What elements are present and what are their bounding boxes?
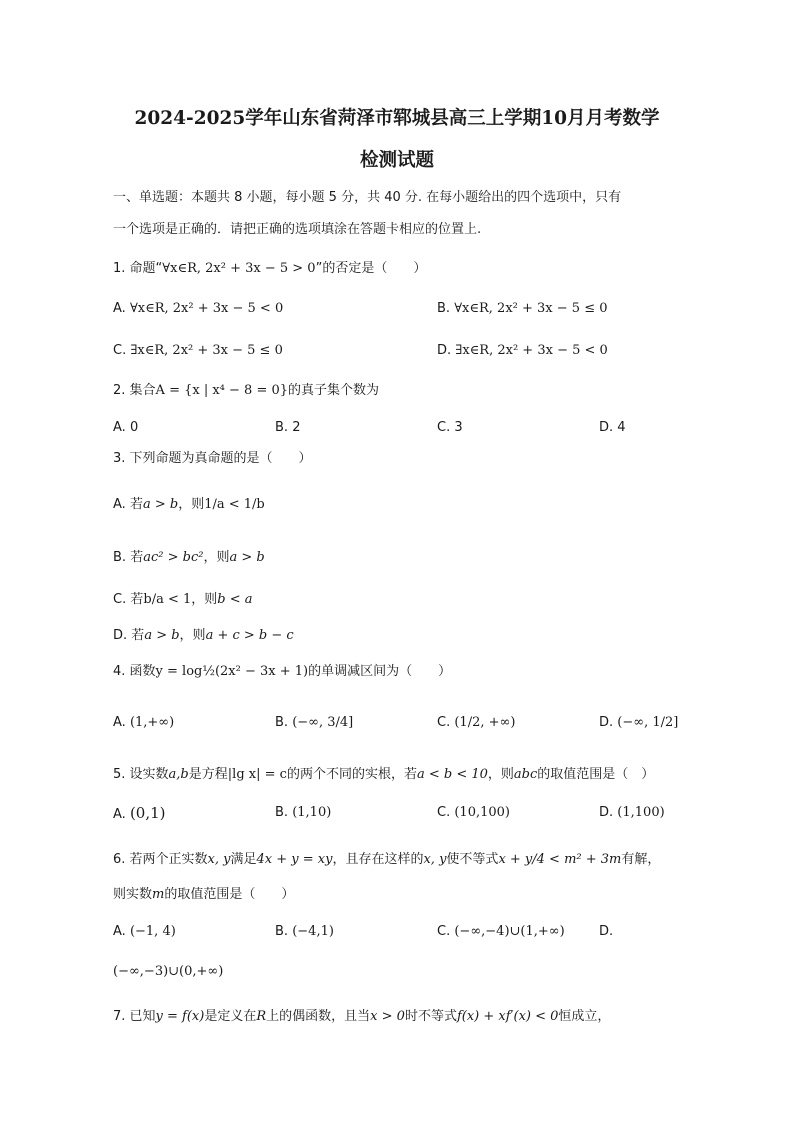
q1-stem-after: ”的否定是（ ） — [315, 261, 427, 276]
q3-option-b-result: a > b — [229, 550, 265, 565]
q3-option-b-pre: 若 — [130, 550, 144, 565]
q3-option-c[interactable] — [113, 591, 253, 609]
q6-option-a-text: (−1, 4) — [129, 924, 176, 939]
q3-option-c-cond: b/a < 1 — [143, 592, 192, 607]
q6-vars: x, y — [207, 852, 231, 867]
q5-option-a-label: A. — [113, 807, 126, 822]
q5-option-d[interactable] — [599, 804, 665, 822]
q3-option-a-result: 1/a < 1/b — [204, 497, 265, 512]
q5-option-b-text: (1,10) — [292, 805, 332, 820]
q6-option-a[interactable] — [113, 923, 176, 941]
q3-option-a-mid: ，则 — [178, 497, 205, 512]
q3-option-a-cond: a > b — [142, 497, 179, 512]
q7-stem — [113, 1008, 610, 1026]
title-line-1: 2024-2025学年山东省菏泽市郓城县高三上学期10月月考数学 — [134, 108, 660, 129]
q5-eq: |lg x| = c — [227, 767, 287, 782]
q6-vars2: x, y — [423, 852, 447, 867]
q7-stem-mid3: 时不等式 — [404, 1009, 457, 1024]
title-line-2: 检测试题 — [359, 150, 434, 171]
q2-option-b-text: 2 — [292, 420, 301, 435]
q2-option-d[interactable] — [599, 419, 626, 437]
q4-option-b-text: (−∞, 3/4] — [292, 715, 354, 730]
q1-option-a[interactable] — [113, 300, 283, 318]
q3-option-d-label: D. — [113, 628, 128, 643]
q4-stem-after: 的单调减区间为（ ） — [308, 664, 452, 679]
q6-stem-after: 有解， — [621, 852, 661, 867]
q6-stem-mid2: ，且存在这样的 — [332, 852, 424, 867]
q6-option-c-label: C. — [437, 924, 451, 939]
q4-option-c-label: C. — [437, 715, 451, 730]
q1-option-d[interactable] — [437, 342, 608, 360]
q1-option-b-label: B. — [437, 301, 451, 316]
q4-option-d-label: D. — [599, 715, 614, 730]
q1-expr: ∀x∈R, 2x² + 3x − 5 > 0 — [162, 261, 316, 276]
q2-option-a-text: 0 — [129, 420, 139, 435]
q6-option-c[interactable] — [437, 923, 565, 941]
q6-option-a-label: A. — [113, 924, 126, 939]
q6-stem-mid3: 使不等式 — [446, 852, 499, 867]
q4-expr: y = log½(2x² − 3x + 1) — [155, 664, 309, 679]
q3-option-b[interactable] — [113, 549, 265, 567]
q1-option-a-label: A. — [113, 301, 126, 316]
q6-option-d-label-row[interactable] — [599, 923, 613, 941]
q3-option-b-label: B. — [113, 550, 127, 565]
q6-ineq: x + y/4 < m² + 3m — [498, 852, 622, 867]
q1-stem — [113, 260, 426, 278]
q6-option-c-text: (−∞,−4)∪(1,+∞) — [454, 924, 565, 939]
q4-option-a-label: A. — [113, 715, 126, 730]
q5-option-d-text: (1,100) — [617, 805, 665, 820]
q7-stem-mid2: 上的偶函数，且当 — [266, 1009, 371, 1024]
q3-stem: 3. 下列命题为真命题的是（ ） — [113, 451, 312, 466]
q7-stem-mid1: 是定义在 — [204, 1009, 257, 1024]
q6-option-d-label: D. — [599, 924, 614, 939]
q2-option-c-label: C. — [437, 420, 451, 435]
q2-option-a[interactable] — [113, 419, 138, 437]
q1-option-c-label: C. — [113, 343, 127, 358]
q7-ineq: f(x) + xf′(x) < 0 — [456, 1009, 559, 1024]
q6-line2-after: 的取值范围是（ ） — [164, 887, 295, 902]
q6-stem — [113, 851, 660, 869]
q4-option-a[interactable] — [113, 714, 174, 732]
q3-option-d-result: a + c > b − c — [205, 628, 294, 643]
q6-var-m: m — [152, 887, 165, 902]
q2-stem-after: 的真子集个数为 — [288, 383, 380, 398]
q5-stem-mid1: 是方程 — [188, 767, 228, 782]
q3-option-c-result: b < a — [217, 592, 253, 607]
q4-option-c[interactable] — [437, 714, 515, 732]
q5-option-b[interactable] — [275, 804, 331, 822]
q2-option-a-label: A. — [113, 420, 126, 435]
q5-cond: a < b < 10 — [416, 767, 488, 782]
q3-option-b-cond: ac² > bc² — [143, 550, 204, 565]
q4-option-a-text: (1,+∞) — [129, 715, 175, 730]
q5-option-a-text: (0,1) — [129, 804, 166, 822]
q4-option-b-label: B. — [275, 715, 289, 730]
q2-option-b[interactable] — [275, 419, 300, 437]
q7-stem-after: 恒成立， — [558, 1009, 611, 1024]
q3-option-d-pre: 若 — [131, 628, 145, 643]
q5-vars: a,b — [168, 767, 189, 782]
section-line-1: 一、单选题：本题共 8 小题，每小题 5 分，共 40 分. 在每小题给出的四个选项中，只有 — [113, 190, 622, 205]
q7-R: R — [256, 1009, 267, 1024]
q5-stem-mid3: ，则 — [487, 767, 514, 782]
q2-stem — [113, 382, 379, 400]
q6-stem-line-2 — [113, 886, 294, 904]
q3-option-d-cond: a > b — [144, 628, 180, 643]
q6-option-d[interactable] — [113, 963, 223, 981]
q6-option-b-label: B. — [275, 924, 289, 939]
q5-stem — [113, 766, 654, 784]
q4-stem-before: 4. 函数 — [113, 664, 156, 679]
q6-line2: 则实数 — [113, 887, 153, 902]
q3-option-d[interactable] — [113, 627, 294, 645]
q5-abc: abc — [513, 767, 538, 782]
q2-option-c[interactable] — [437, 419, 463, 437]
q1-option-d-text: ∃x∈R, 2x² + 3x − 5 < 0 — [455, 343, 608, 358]
q4-option-d[interactable] — [599, 714, 678, 732]
q1-option-c[interactable] — [113, 342, 283, 360]
q4-option-d-text: (−∞, 1/2] — [617, 715, 679, 730]
q3-option-a[interactable] — [113, 496, 265, 514]
q2-option-b-label: B. — [275, 420, 289, 435]
q5-option-c[interactable] — [437, 804, 510, 822]
q4-option-b[interactable] — [275, 714, 353, 732]
section-line-2: 一个选项是正确的．请把正确的选项填涂在答题卡相应的位置上. — [113, 222, 482, 237]
q7-cond: x > 0 — [370, 1009, 405, 1024]
q6-option-b-text: (−4,1) — [292, 924, 334, 939]
q4-stem — [113, 663, 451, 681]
q4-option-c-text: (1/2, +∞) — [454, 715, 516, 730]
q5-stem-after: 的取值范围是（ ） — [537, 767, 655, 782]
q2-option-d-text: 4 — [617, 420, 626, 435]
q7-fn: y = f(x) — [155, 1009, 205, 1024]
q3-option-b-mid: ，则 — [203, 550, 230, 565]
q3-option-a-pre: 若 — [129, 497, 143, 512]
q1-stem-before: 1. 命题“ — [113, 261, 163, 276]
q5-option-b-label: B. — [275, 805, 289, 820]
q3-option-c-pre: 若 — [130, 592, 144, 607]
q5-stem-mid2: 的两个不同的实根，若 — [286, 767, 417, 782]
q2-option-d-label: D. — [599, 420, 614, 435]
q6-stem-before: 6. 若两个正实数 — [113, 852, 208, 867]
q7-stem-before: 7. 已知 — [113, 1009, 156, 1024]
q5-option-c-text: (10,100) — [454, 805, 510, 820]
q1-option-a-text: ∀x∈R, 2x² + 3x − 5 < 0 — [129, 301, 284, 316]
q3-option-c-label: C. — [113, 592, 127, 607]
q2-expr: A = {x | x⁴ − 8 = 0} — [155, 383, 289, 398]
q6-option-b[interactable] — [275, 923, 334, 941]
q5-option-d-label: D. — [599, 805, 614, 820]
q6-option-d-text: (−∞,−3)∪(0,+∞) — [113, 964, 224, 979]
q1-option-c-text: ∃x∈R, 2x² + 3x − 5 ≤ 0 — [130, 343, 283, 358]
q1-option-b[interactable] — [437, 300, 608, 318]
q6-stem-mid1: 满足 — [230, 852, 257, 867]
q1-option-b-text: ∀x∈R, 2x² + 3x − 5 ≤ 0 — [454, 301, 608, 316]
q5-option-c-label: C. — [437, 805, 451, 820]
q6-eq: 4x + y = xy — [256, 852, 333, 867]
q1-option-d-label: D. — [437, 343, 452, 358]
q5-option-a[interactable] — [113, 804, 166, 824]
q3-option-a-label: A. — [113, 497, 126, 512]
q3-option-c-mid: ，则 — [191, 592, 218, 607]
q2-option-c-text: 3 — [454, 420, 463, 435]
q3-option-d-mid: ，则 — [179, 628, 206, 643]
q2-stem-before: 2. 集合 — [113, 383, 156, 398]
q5-stem-before: 5. 设实数 — [113, 767, 169, 782]
